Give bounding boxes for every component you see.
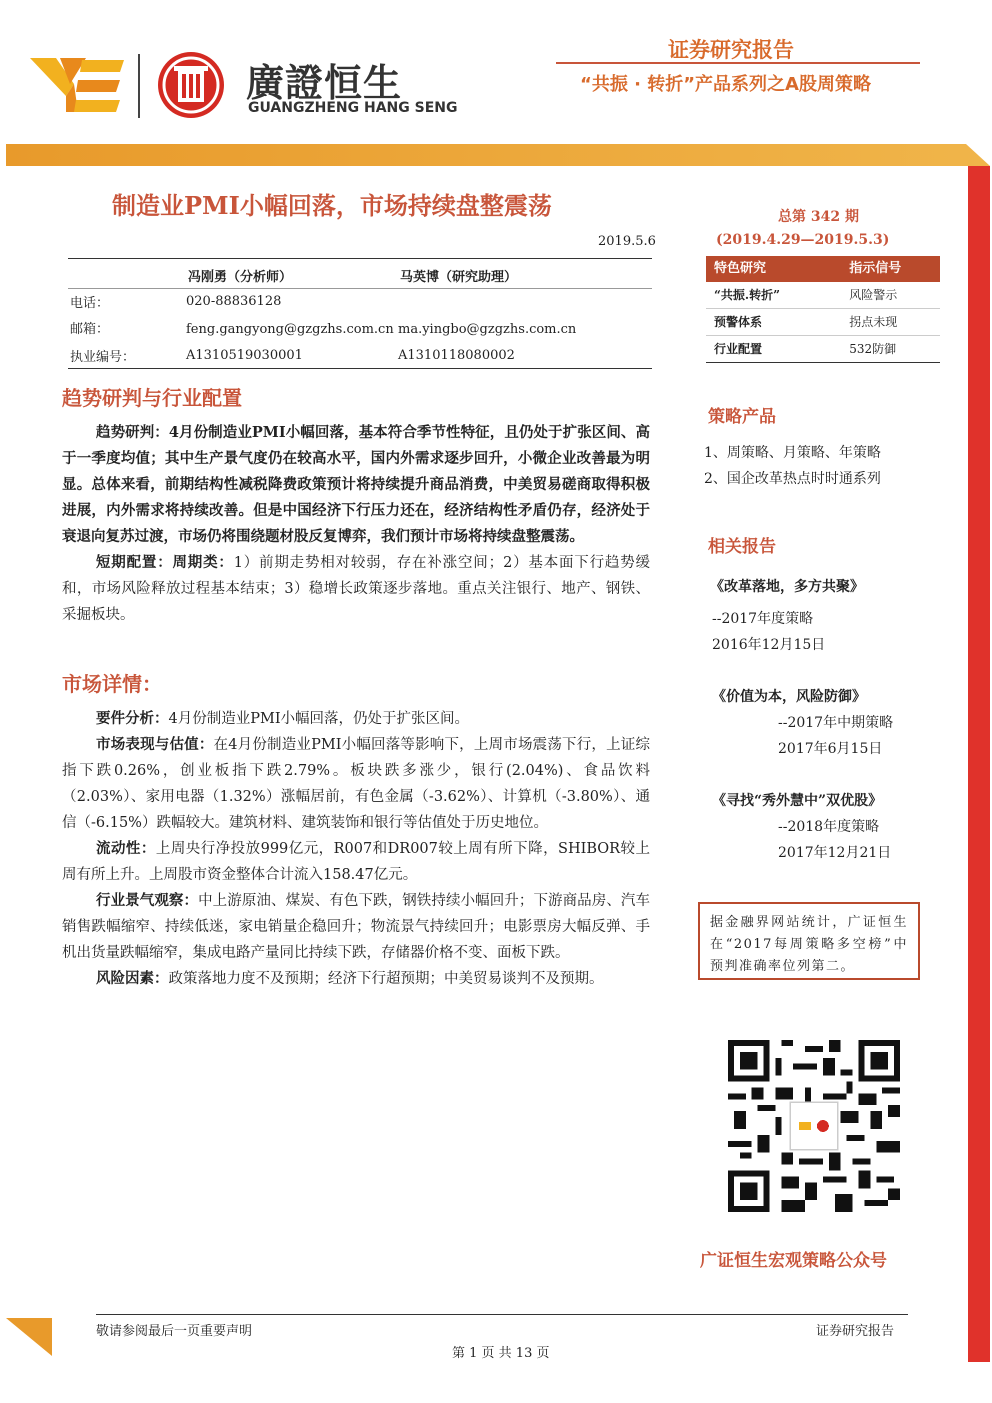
trend-label: 趋势研判： — [96, 424, 169, 441]
meta-bottom-rule — [68, 368, 652, 369]
ind-text: 中上游原油、煤炭、有色下跌，钢铁持续小幅回升；下游商品房、汽车销售跌幅缩窄、持续低迷，家电销量企稳回升；物流景气持续回升；电影票房大幅反弹、手机出货量跌幅缩窄，集成电路产量同比持续下跌，存储器价格不变、面板下跌。 — [62, 893, 651, 961]
related-title: 相关报告 — [708, 537, 776, 557]
related-report-title[interactable]: 《价值为本，风险防御》 — [712, 689, 866, 705]
license-label: 执业编号： — [70, 350, 136, 365]
header-band — [6, 144, 990, 166]
risk-label: 风险因素： — [96, 970, 169, 987]
seal-logo-icon — [156, 50, 226, 120]
footer-rule — [96, 1314, 908, 1315]
issue-period: (2019.4.29—2019.5.3) — [716, 232, 890, 248]
table-row — [706, 336, 940, 363]
report-date: 2019.5.6 — [598, 234, 656, 249]
table-cell: “共振.转折” — [714, 288, 780, 302]
perf-label: 市场表现与估值： — [96, 736, 214, 753]
signal-table-header — [706, 256, 940, 282]
license2-value: A1310118080002 — [398, 348, 515, 363]
product-item: 2、国企改革热点时时通系列 — [704, 471, 881, 487]
related-report-title[interactable]: 《寻找“秀外慧中”双优股》 — [712, 793, 883, 809]
related-report-sub: --2018年度策略 — [778, 819, 880, 835]
event-label: 要件分析： — [96, 710, 169, 727]
related-report-sub: --2017年中期策略 — [778, 715, 894, 731]
series-name: “共振 · 转折”产品系列之A股周策略 — [580, 74, 871, 95]
report-title: 制造业PMI小幅回落，市场持续盘整震荡 — [112, 191, 552, 220]
table-cell: 风险警示 — [849, 288, 898, 302]
brand-cn: 廣證恒生 — [246, 61, 403, 105]
market-paragraphs — [62, 706, 650, 992]
trend-section-title: 趋势研判与行业配置 — [62, 386, 242, 410]
liq-label: 流动性： — [96, 840, 156, 857]
perf-text: 在4月份制造业PMI小幅回落等影响下，上周市场震荡下行，上证综指下跌0.26%，创业板指下跌2.79%。板块跌多涨少，银行(2.04%)、食品饮料（2.03%）、家用电器（1.32%）涨幅居前，有色金属（-3.62%）、计算机（-3.80%）、通信（-6.15%）跌幅较大。建筑材料、建筑装饰和银行等估值处于历史地位。 — [62, 737, 650, 831]
trend-paragraph — [62, 420, 650, 628]
signal-table — [706, 256, 940, 363]
risk-text: 政策落地力度不及预期；经济下行超预期；中美贸易谈判不及预期。 — [168, 971, 604, 987]
footer-right: 证券研究报告 — [816, 1324, 895, 1339]
report-type: 证券研究报告 — [668, 38, 794, 62]
page-number: 第 1 页 共 13 页 — [452, 1346, 550, 1361]
logo-ye-icon — [30, 50, 126, 120]
related-report-date: 2017年6月15日 — [778, 741, 883, 757]
related-report-date: 2016年12月15日 — [712, 637, 826, 653]
analyst-name: 冯刚勇（分析师） — [188, 270, 293, 285]
top-rule — [68, 258, 652, 259]
event-text: 4月份制造业PMI小幅回落，仍处于扩张区间。 — [168, 711, 470, 727]
email-label: 邮箱： — [70, 322, 110, 337]
issue-number: 总第 342 期 — [778, 209, 859, 225]
product-item: 1、周策略、月策略、年策略 — [704, 445, 881, 461]
table-cell: 拐点未现 — [849, 315, 898, 329]
header-rule — [556, 62, 920, 64]
table-header-signal: 指示信号 — [849, 261, 902, 276]
footer-disclaimer[interactable]: 敬请参阅最后一页重要声明 — [96, 1324, 253, 1339]
related-report-date: 2017年12月21日 — [778, 845, 892, 861]
related-report-sub: --2017年度策略 — [712, 611, 814, 627]
footer-triangle — [6, 1318, 52, 1356]
products-title: 策略产品 — [708, 407, 776, 427]
right-red-bar — [968, 166, 990, 1362]
qr-caption: 广证恒生宏观策略公众号 — [700, 1251, 887, 1271]
ranking-note: 据金融界网站统计，广证恒生在“2017每周策略多空榜”中预判准确率位列第二。 — [710, 915, 908, 974]
brand-en: GUANGZHENG HANG SENG — [248, 100, 458, 116]
table-row — [706, 282, 940, 309]
email2-value[interactable]: ma.yingbo@gzgzhs.com.cn — [398, 322, 577, 337]
table-row — [706, 309, 940, 336]
logo-divider — [138, 54, 140, 118]
phone-value: 020-88836128 — [186, 294, 282, 309]
assistant-name: 马英博（研究助理） — [400, 270, 518, 285]
email1-value[interactable]: feng.gangyong@gzgzhs.com.cn — [186, 322, 394, 337]
short-label: 短期配置：周期类： — [96, 554, 234, 571]
author-rule — [68, 288, 652, 289]
related-report-title[interactable]: 《改革落地，多方共聚》 — [710, 579, 864, 595]
qr-code-icon — [728, 1040, 900, 1212]
phone-label: 电话： — [70, 296, 110, 311]
trend-text: 4月份制造业PMI小幅回落，基本符合季节性特征，且仍处于扩张区间、高于一季度均值；其中生产景气度仍在较高水平，国内外需求逐步回升，小微企业改善最为明显。总体来看，前期结构性减税降费政策预计将持续提升商品消费，中美贸易磋商取得积极进展，内外需求将持续改善。但是中国经济下行压力还在，经济结构性矛盾仍存，经济处于衰退向复苏过渡，市场仍将围绕题材股反复博弈，我们预计市场将持续盘整震荡。 — [62, 424, 650, 545]
liq-text: 上周央行净投放999亿元，R007和DR007较上周有所下降，SHIBOR较上周有所上升。上周股市资金整体合计流入158.47亿元。 — [62, 841, 650, 883]
table-cell: 预警体系 — [714, 315, 763, 329]
short-text: 1）前期走势相对较弱，存在补涨空间；2）基本面下行趋势缓和，市场风险释放过程基本结束；3）稳增长政策逐步落地。重点关注银行、地产、钢铁、采掘板块。 — [62, 555, 651, 623]
license1-value: A1310519030001 — [186, 348, 303, 363]
table-cell: 行业配置 — [714, 342, 763, 356]
ranking-note-box — [698, 902, 920, 980]
table-header-research: 特色研究 — [714, 261, 767, 276]
market-section-title: 市场详情： — [62, 672, 162, 696]
table-cell: 532防御 — [849, 342, 897, 356]
ind-label: 行业景气观察： — [96, 892, 199, 909]
